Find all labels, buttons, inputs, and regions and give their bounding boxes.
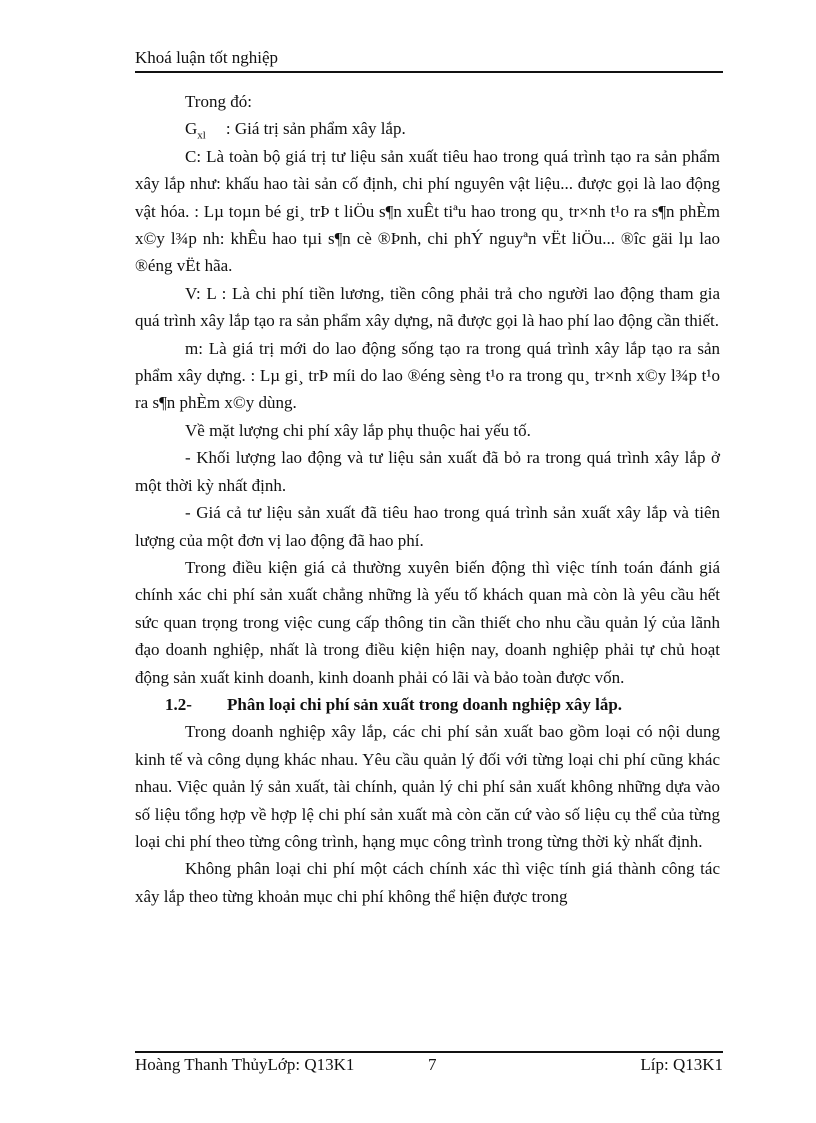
header-divider — [135, 71, 723, 73]
bullet-gia-ca: - Giá cả tư liệu sản xuất đã tiêu hao trong quá trình sản xuất xây lắp và tiên lượng của một đơn vị lao động đã hao phí. — [135, 503, 720, 550]
footer-class: Líp: Q13K1 — [640, 1055, 723, 1074]
section-title: Phân loại chi phí sản xuất trong doanh nghiệp xây lắp. — [227, 694, 623, 714]
paragraph-gxl — [135, 115, 720, 142]
paragraph-trong-do: Trong đó: — [185, 92, 252, 111]
paragraph-doanh-nghiep: Trong doanh nghiệp xây lắp, các chi phí sản xuất bao gồm loại có nội dung kinh tế và công dụng khác nhau. Yêu cầu quản lý đối với từng loại chi phí cũng khác nhau. Việc quản lý sản xuất, tài chính, quản lý chi phí sản xuất không những dựa vào số liệu tổng hợp về hợp lệ chi phí sản xuất mà còn căn cứ vào số liệu cụ thể của từng loại chi phí theo từng công trình, hạng mục công trình trong từng thời kỳ nhất định. — [135, 722, 720, 851]
paragraph-khong-phan-loai: Không phân loại chi phí một cách chính xác thì việc tính giá thành công tác xây lắp theo từng khoản mục chi phí không thể hiện được trong — [135, 859, 720, 906]
paragraph-m: m: Là giá trị mới do lao động sống tạo ra trong quá trình xây lắp tạo ra sản phẩm xây dựng. : Lµ gi¸ trÞ míi do lao ®éng sèng t¹o ra trong qu¸ tr×nh x©y l¾p t¹o ra s¶n phÈm x©y dùng. — [135, 338, 720, 413]
gxl-symbol: G — [185, 119, 198, 139]
bullet-khoi-luong: - Khối lượng lao động và tư liệu sản xuất đã bỏ ra trong quá trình xây lắp ở một thời kỳ nhất định. — [135, 448, 720, 495]
footer-divider — [135, 1051, 723, 1053]
document-body — [135, 88, 720, 910]
section-heading — [135, 691, 720, 718]
gxl-subscript: xl — [197, 129, 206, 142]
paragraph-v: V: L : Là chi phí tiền lương, tiền công phải trả cho người lao động tham gia quá trình xây lắp tạo ra sản phẩm xây dựng, nã được gọi là hao phí lao động cần thiết. — [135, 283, 720, 331]
page-number: 7 — [428, 1055, 437, 1074]
page-header: Khoá luận tốt nghiệp — [135, 48, 279, 67]
section-number: 1.2- — [165, 694, 192, 714]
footer-author: Hoàng Thanh ThủyLớp: Q13K1 — [135, 1055, 355, 1074]
paragraph-ve-mat-luong: Về mặt lượng chi phí xây lắp phụ thuộc hai yếu tố. — [185, 420, 531, 440]
gxl-definition: : Giá trị sản phẩm xây lắp. — [225, 119, 406, 139]
paragraph-c: C: Là toàn bộ giá trị tư liệu sản xuất tiêu hao trong quá trình tạo ra sản phẩm xây lắp như: khấu hao tài sản cố định, chi phí nguyên vật liệu... được gọi là lao động vật hóa. : Lµ toµn bé gi¸ trÞ t liÖu s¶n xuÊt tiªu hao trong qu¸ tr×nh t¹o ra s¶n phÈm x©y l¾p nh: khÊu hao tµi s¶n cè ®Þnh, chi phÝ nguyªn vËt liÖu... ®îc gäi lµ lao ®éng vËt hãa. — [135, 146, 720, 276]
paragraph-dieu-kien: Trong điều kiện giá cả thường xuyên biến động thì việc tính toán đánh giá chính xác chi phí sản xuất chẳng những là yếu tố khách quan mà còn là yêu cầu hết sức quan trọng trong việc cung cấp thông tin cần thiết cho nhu cầu quản lý của lãnh đạo doanh nghiệp, nhất là trong điều kiện hiện nay, doanh nghiệp phải tự chủ hoạt động sản xuất kinh doanh, kinh doanh phải có lãi và bảo toàn được vốn. — [135, 557, 720, 687]
